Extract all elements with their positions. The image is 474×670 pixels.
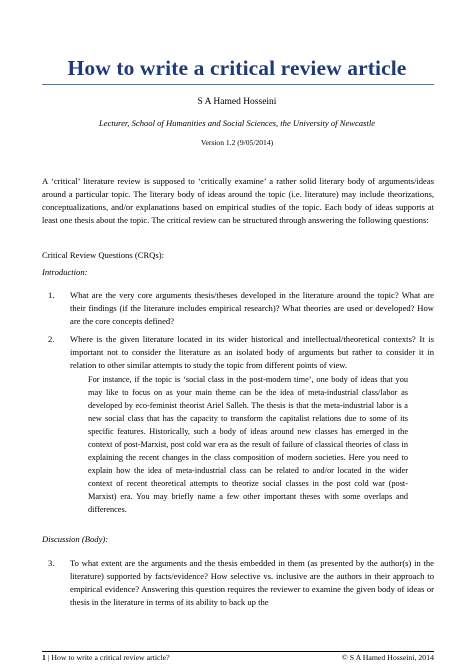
page-number: 1 <box>42 653 46 662</box>
footer-copyright: © S A Hamed Hosseini, 2014 <box>341 653 434 662</box>
question-text: To what extent are the arguments and the thesis embedded in them (as presented by the author(s) in the literature) supported by facts/evidence? How selective vs. inclusive are the authors in their approach to empirical evidence? Answering this question requires the reviewer to examine the given body of ideas or thesis in the literature in terms of its ability to back up the <box>70 558 434 607</box>
title-underline <box>42 84 434 85</box>
document-title: How to write a critical review article <box>67 56 407 80</box>
question-text: Where is the given literature located in its wider historical and intellectual/theoretical contexts? It is important not to consider the literature as an isolated body of arguments but rather to consider it in relation to other similar attempts to study the topic from different points of view. <box>70 334 434 370</box>
author-affiliation: Lecturer, School of Humanities and Social Sciences, the University of Newcastle <box>98 118 376 128</box>
discussion-heading: Discussion (Body): <box>42 534 109 544</box>
example-block-quote: For instance, if the topic is ‘social class in the post-modern time’, one body of ideas that you may like to focus on as your main theme can be the idea of meta-industrial class/labor as developed by eco-feminist theorist Ariel Salleh. The thesis is that the meta-industrial labor is a new social class that has the capacity to transform the capitalist relations due to some of its specific features. Historically, such a body of ideas around new classes has emerged in the context of post-Marxist, post cold war era as the result of failure of classical theories of class in explaining the recent changes in the class composition of modern societies. Here you need to explain how the idea of meta-industrial class can be related to and/or located in the wider context of recent theoretical attempts to theorize social classes in the post cold war (post-Marxist) era. You may briefly name a few other important theses with some overlaps and differences. <box>88 375 408 514</box>
crq-heading: Critical Review Questions (CRQs): <box>42 250 164 260</box>
question-number: 1. <box>48 290 55 300</box>
intro-paragraph: A ‘critical’ literature review is supposed to ‘critically examine’ a rather solid literary body of arguments/ideas around a particular topic. The literary body of ideas around the topic (i.e. literature) may include theorizations, conceptualizations, and/or explanations based on empirical studies of the topic. Each body of ideas supports at least one thesis about the topic. The critical review can be structured through answering the following questions: <box>42 176 434 225</box>
question-text: What are the very core arguments thesis/theses developed in the literature around the topic? What are their findings (if the literature includes empirical research)? What theories are used or developed? How are the core concepts defined? <box>70 290 434 326</box>
author-name: S A Hamed Hosseini <box>197 97 277 107</box>
version-line: Version 1.2 (9/05/2014) <box>200 138 274 147</box>
question-item-2 <box>48 333 434 372</box>
introduction-heading: Introduction: <box>42 267 88 277</box>
question-item-3 <box>48 557 434 609</box>
footer-running-title: | How to write a critical review article? <box>47 653 170 662</box>
page-footer <box>42 653 434 662</box>
question-number: 2. <box>48 334 55 344</box>
question-item-1 <box>48 289 434 328</box>
footer-divider <box>42 651 434 652</box>
question-number: 3. <box>48 558 55 568</box>
